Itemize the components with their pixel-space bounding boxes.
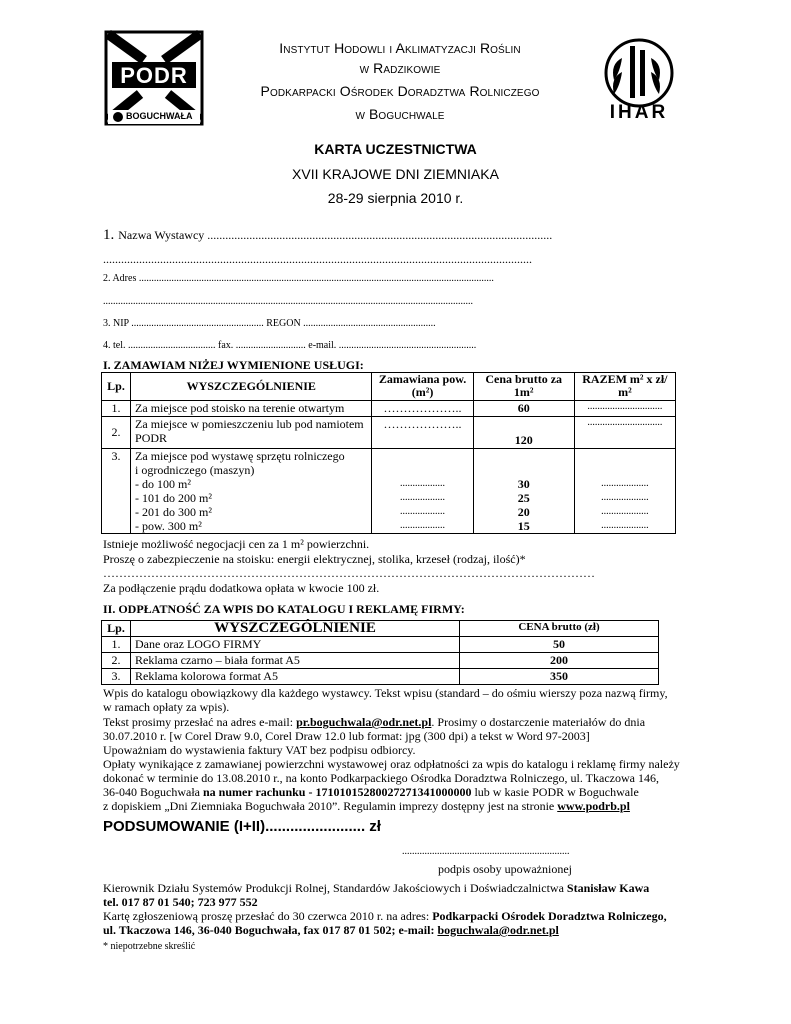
signature-line[interactable]: ...................................................................: [402, 846, 570, 857]
signature-label: podpis osoby upoważnionej: [438, 862, 572, 876]
col-header-desc: WYSZCZEGÓLNIENIE: [131, 621, 460, 637]
submission-info: [103, 909, 667, 924]
podr-logo-subtext: BOGUCHWAŁA: [126, 111, 193, 121]
field-nip-regon[interactable]: 3. NIP ..................................................... REGON .....................................................: [103, 318, 436, 329]
header-odr-city: w Boguchwale: [355, 106, 445, 122]
pr-email-link[interactable]: pr.boguchwala@odr.net.pl: [296, 715, 432, 729]
catalog-table: [101, 620, 659, 685]
col-header-lp: Lp.: [102, 373, 131, 401]
services-heading: I. ZAMAWIAM NIŻEJ WYMIENIONE USŁUGI:: [103, 358, 364, 372]
field-number: 1.: [103, 227, 115, 243]
office-email-link[interactable]: boguchwala@odr.net.pl: [437, 923, 559, 937]
submission-address-2: [103, 923, 559, 938]
negotiation-note: Istnieje możliwość negocjacji cen za 1 m² powierzchni.: [103, 537, 370, 551]
field-address-cont[interactable]: ....................................................................................................................................................: [103, 296, 473, 307]
contact-person-name: Stanisław Kawa: [566, 881, 650, 895]
field-exhibitor-name[interactable]: [103, 226, 552, 244]
services-table: [101, 372, 676, 534]
row-desc-line: i ogrodniczego (maszyn): [135, 463, 255, 477]
field-exhibitor-name-cont[interactable]: ...............................................................................................................................................: [103, 252, 532, 266]
table-header-row: [102, 621, 659, 637]
website-link[interactable]: www.podrb.pl: [557, 799, 630, 813]
row-area-input[interactable]: ..................: [400, 520, 446, 531]
row-sub-item: - pow. 300 m²: [135, 519, 202, 533]
header-institute: Instytut Hodowli i Aklimatyzacji Roślin: [279, 40, 521, 56]
col-header-area-text: Zamawiana pow. (m²): [378, 372, 467, 399]
col-header-price: CENA brutto (zł): [460, 621, 659, 637]
table-header-row: [102, 373, 676, 401]
row-desc: Reklama kolorowa format A5: [131, 669, 460, 685]
summary-total[interactable]: PODSUMOWANIE (I+II)........................ zł: [103, 818, 381, 835]
row-total-input[interactable]: ...................: [601, 506, 649, 517]
row-lp: 1.: [102, 637, 131, 653]
row-total-input[interactable]: ...................: [601, 478, 649, 489]
catalog-info-2: w ramach opłaty za wpis).: [103, 700, 230, 714]
ihar-logo-text: IHAR: [609, 102, 669, 123]
event-dates: 28-29 sierpnia 2010 r.: [327, 190, 464, 206]
ihar-logo: [596, 38, 682, 124]
row-area-input[interactable]: ………………..: [372, 401, 473, 417]
submission-address-text: ul. Tkaczowa 146, 36-040 Boguchwała, fax 017 87 01 502; e-mail:: [103, 923, 438, 937]
contact-person-text: Kierownik Działu Systemów Produkcji Rolnej, Standardów Jakościowych i Doświadczalnictwa: [103, 881, 567, 895]
payment-info-3: [103, 785, 639, 800]
payment-info-4: [103, 799, 630, 814]
table-row: [102, 417, 676, 449]
submission-address: Podkarpacki Ośrodek Doradztwa Rolniczego,: [432, 909, 667, 923]
row-lp: 2.: [102, 653, 131, 669]
row-price: 30: [517, 477, 530, 491]
field-label: Nazwa Wystawcy ...................................................................................................................: [118, 228, 553, 242]
payment-text: z dopiskiem „Dni Ziemniaka Boguchwała 2010”. Regulamin imprezy dostępny jest na stronie: [103, 799, 558, 813]
row-prices: [473, 449, 574, 534]
col-header-total-text: RAZEM m² x zł/ m²: [582, 372, 668, 399]
row-price: 15: [517, 519, 530, 533]
row-area-inputs: [372, 449, 473, 534]
utilities-request-line[interactable]: ……………………………………………………………………………………………………………: [103, 566, 595, 580]
col-header-area: [372, 373, 473, 401]
vat-info: Upoważniam do wystawienia faktury VAT bez podpisu odbiorcy.: [103, 743, 416, 757]
submission-text: Kartę zgłoszeniową proszę przesłać do 30 czerwca 2010 r. na adres:: [103, 909, 433, 923]
row-area-input[interactable]: ..................: [400, 506, 446, 517]
row-price: 50: [460, 637, 659, 653]
row-total-input[interactable]: ...................: [601, 492, 649, 503]
payment-text: lub w kasie PODR w Boguchwale: [471, 785, 639, 799]
row-area-input[interactable]: ..................: [400, 478, 446, 489]
row-lp: 2.: [102, 417, 131, 449]
contact-phone: tel. 017 87 01 540; 723 977 552: [103, 895, 258, 909]
table-row: [102, 449, 676, 534]
email-info: [103, 715, 645, 730]
row-lp: 1.: [102, 401, 131, 417]
row-total-input[interactable]: ..............................: [574, 417, 675, 449]
row-price: 350: [460, 669, 659, 685]
event-name: XVII KRAJOWE DNI ZIEMNIAKA: [292, 166, 499, 182]
col-header-desc: WYSZCZEGÓLNIENIE: [131, 373, 372, 401]
row-desc-line: PODR: [135, 431, 168, 445]
row-desc-line: Za miejsce pod wystawę sprzętu rolniczego: [135, 449, 345, 463]
row-price: 200: [460, 653, 659, 669]
row-sub-item: - 201 do 300 m²: [135, 505, 212, 519]
form-title: KARTA UCZESTNICTWA: [314, 141, 477, 157]
table-row: [102, 669, 659, 685]
row-desc: Reklama czarno – biała format A5: [131, 653, 460, 669]
row-lp: 3.: [102, 669, 131, 685]
table-row: [102, 401, 676, 417]
col-header-price: [473, 373, 574, 401]
table-row: [102, 653, 659, 669]
row-desc: [131, 449, 372, 534]
row-desc: Dane oraz LOGO FIRMY: [131, 637, 460, 653]
field-address[interactable]: 2. Adres ..............................................................................................................................................: [103, 273, 494, 284]
header-odr: Podkarpacki Ośrodek Doradztwa Rolniczego: [260, 83, 540, 99]
row-area-input[interactable]: ..................: [400, 492, 446, 503]
row-desc: Za miejsce pod stoisko na terenie otwartym: [131, 401, 372, 417]
row-price: 120: [473, 417, 574, 449]
bank-account: na numer rachunku - 17101015280027271341000000: [202, 785, 472, 799]
utilities-request: Proszę o zabezpieczenie na stoisku: energii elektrycznej, stolika, krzeseł (rodzaj, ilość)*: [103, 552, 526, 566]
row-price: 60: [473, 401, 574, 417]
footnote: * niepotrzebne skreślić: [103, 941, 196, 952]
podr-logo: [104, 30, 204, 126]
row-total-input[interactable]: ...................: [601, 520, 649, 531]
contact-person: [103, 881, 649, 896]
electricity-fee-note: Za podłączenie prądu dodatkowa opłata w kwocie 100 zł.: [103, 581, 380, 595]
row-sub-item: - do 100 m²: [135, 477, 191, 491]
payment-text: 36-040 Boguchwała: [103, 785, 203, 799]
catalog-heading: II. ODPŁATNOŚĆ ZA WPIS DO KATALOGU I REKLAMĘ FIRMY:: [103, 602, 465, 616]
row-lp: 3.: [102, 449, 131, 534]
row-price: 25: [517, 491, 530, 505]
col-header-price-text: Cena brutto za 1m²: [485, 372, 563, 399]
field-contact[interactable]: 4. tel. ................................... fax. ............................ e-mail. .......................................................: [103, 340, 477, 351]
row-desc-line: Za miejsce w pomieszczeniu lub pod namiotem: [135, 417, 364, 431]
catalog-info-1: Wpis do katalogu obowiązkowy dla każdego wystawcy. Tekst wpisu (standard – do ośmiu wierszy poza nazwą firmy,: [103, 686, 668, 700]
format-info: 30.07.2010 r. [w Corel Draw 9.0, Corel Draw 12.0 lub format: jpg (300 dpi) a tekst w Word 97-2003]: [103, 729, 590, 743]
podr-logo-text: PODR: [120, 63, 188, 88]
payment-info-1: Opłaty wynikające z zamawianej powierzchni wystawowej oraz odpłatności za wpis do katalogu i reklamę firmy należy: [103, 757, 680, 771]
col-header-total: [574, 373, 675, 401]
col-header-lp: Lp.: [102, 621, 131, 637]
email-info-text: Tekst prosimy przesłać na adres e-mail:: [103, 715, 297, 729]
header-institute-city: w Radzikowie: [359, 60, 441, 76]
row-total-inputs: [574, 449, 675, 534]
row-price: 20: [517, 505, 530, 519]
row-area-input[interactable]: ………………..: [372, 417, 473, 449]
email-info-text: . Prosimy o dostarczenie materiałów do dnia: [431, 715, 646, 729]
row-total-input[interactable]: ..............................: [574, 401, 675, 417]
row-desc: [131, 417, 372, 449]
row-sub-item: - 101 do 200 m²: [135, 491, 212, 505]
payment-info-2: dokonać w terminie do 13.08.2010 r., na konto Podkarpackiego Ośrodka Doradztwa Rolniczego, ul. Tkaczowa 146,: [103, 771, 659, 785]
table-row: [102, 637, 659, 653]
